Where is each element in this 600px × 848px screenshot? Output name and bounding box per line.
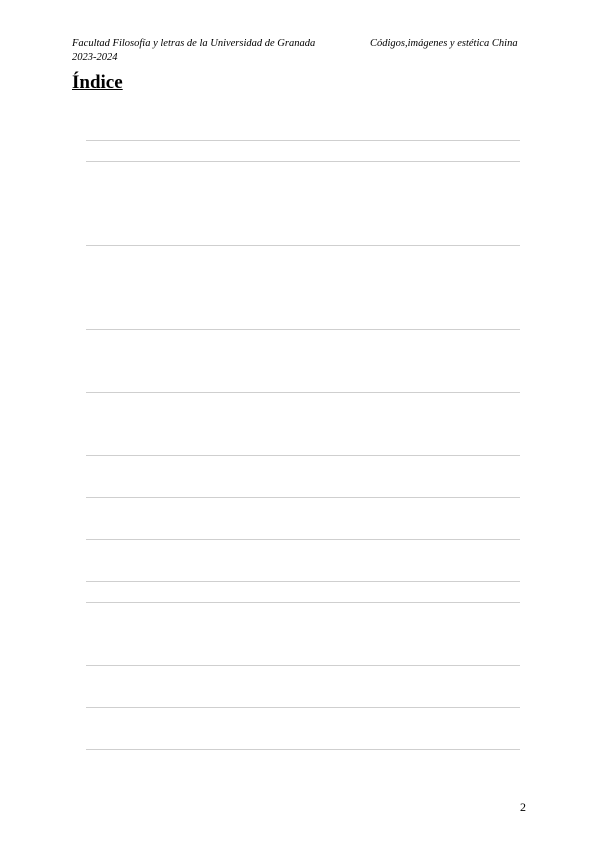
header-course: Códigos,imágenes y estética China — [370, 38, 518, 49]
page-number: 2 — [520, 800, 526, 814]
toc-divider — [86, 245, 520, 246]
toc-divider — [86, 392, 520, 393]
toc-divider — [86, 665, 520, 666]
toc-divider — [86, 581, 520, 582]
page-title: Índice — [72, 72, 123, 93]
header-faculty: Facultad Filosofía y letras de la Universidad de Granada — [72, 38, 316, 49]
toc-divider — [86, 455, 520, 456]
toc-divider — [86, 161, 520, 162]
toc-divider — [86, 497, 520, 498]
toc-divider — [86, 602, 520, 603]
toc-divider — [86, 329, 520, 330]
toc-divider — [86, 140, 520, 141]
header-year: 2023-2024 — [72, 52, 118, 63]
toc-divider — [86, 749, 520, 750]
toc-divider — [86, 707, 520, 708]
toc-divider — [86, 539, 520, 540]
